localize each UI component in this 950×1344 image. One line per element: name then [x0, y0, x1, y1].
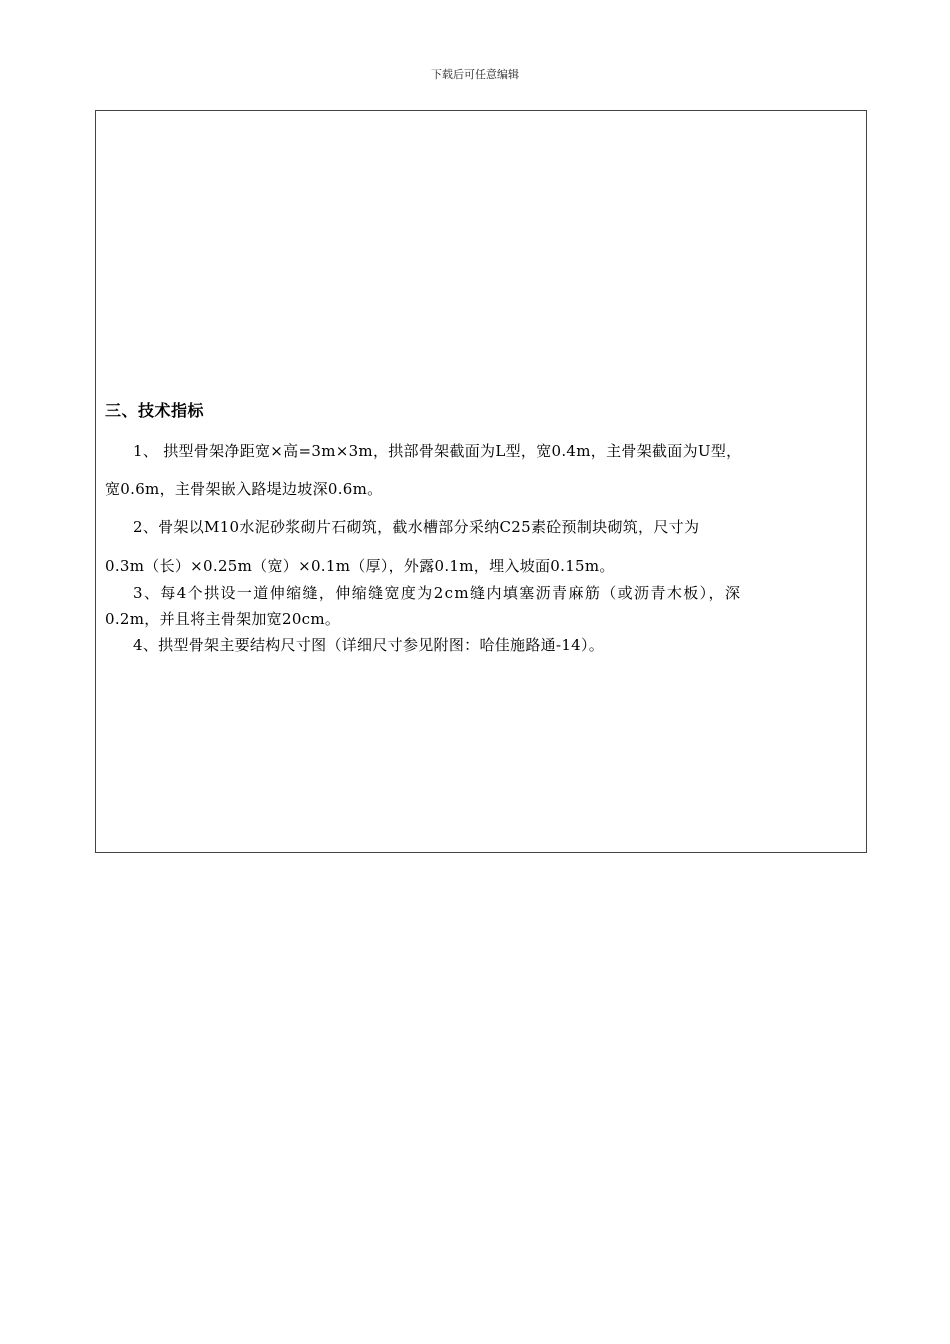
- paragraph-line-4: 0.3m（长）×0.25m（宽）×0.1m（厚），外露0.1m，埋入坡面0.15m。: [105, 557, 615, 575]
- paragraph-line-5: 3、每4个拱设一道伸缩缝，伸缩缝宽度为2cm缝内填塞沥青麻筋（或沥青木板），深: [133, 584, 742, 602]
- paragraph-line-1: 1、 拱型骨架净距宽×高=3m×3m，拱部骨架截面为L型，宽0.4m，主骨架截面为U型，: [133, 442, 742, 460]
- paragraph-line-6: 0.2m，并且将主骨架加宽20cm。: [105, 610, 341, 628]
- paragraph-line-7: 4、拱型骨架主要结构尺寸图（详细尺寸参见附图：哈佳施路通-14）。: [133, 636, 605, 654]
- section-heading: 三、技术指标: [105, 401, 205, 420]
- paragraph-line-2: 宽0.6m，主骨架嵌入路堤边坡深0.6m。: [105, 480, 383, 498]
- paragraph-line-3: 2、骨架以M10水泥砂浆砌片石砌筑，截水槽部分采纳C25素砼预制块砌筑，尺寸为: [133, 518, 700, 536]
- page-header-note: 下载后可任意编辑: [431, 68, 519, 81]
